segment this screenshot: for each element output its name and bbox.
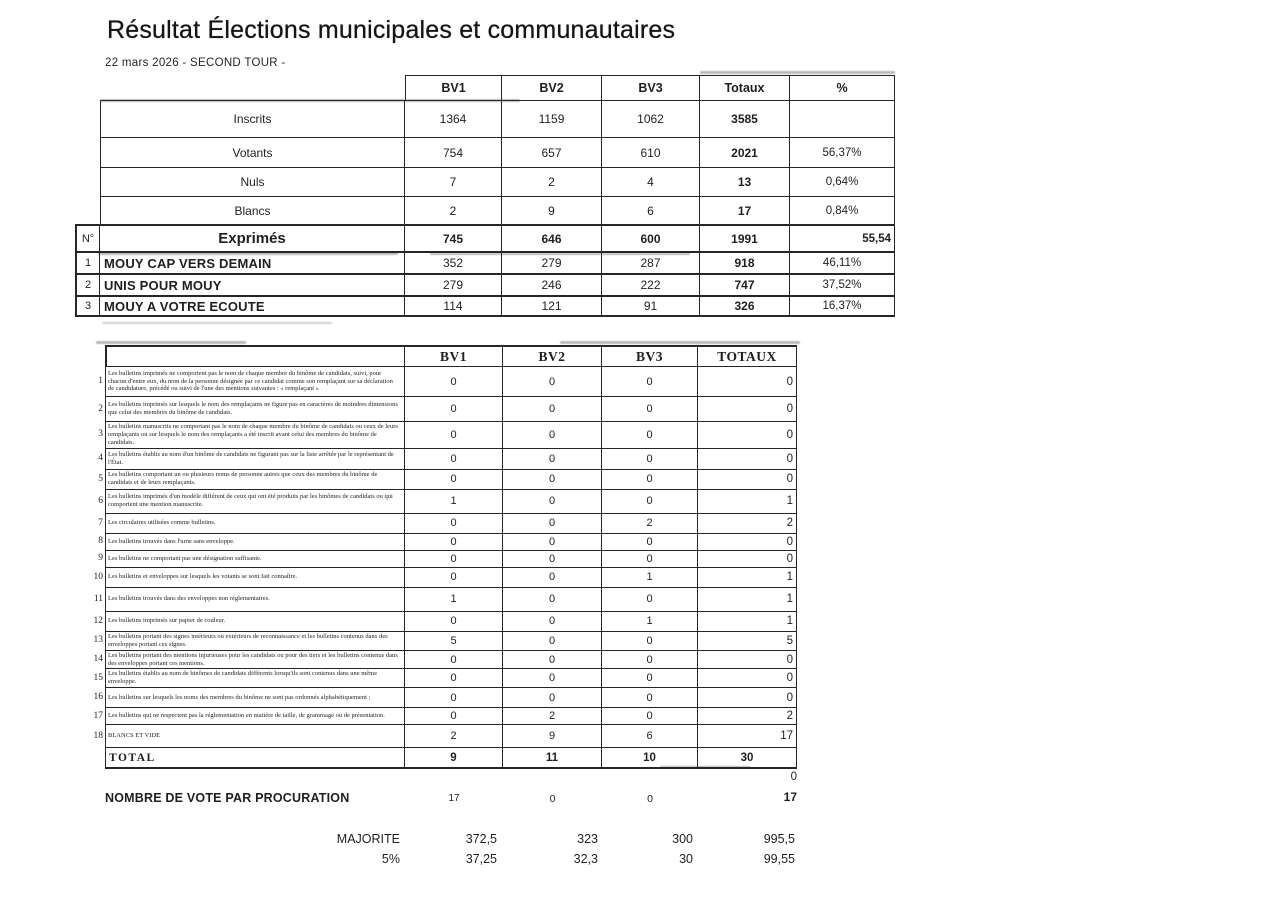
bv2-value: 0 [503, 611, 602, 631]
five-percent-total-value: 99,55 [763, 852, 795, 866]
bv2-value: 0 [503, 366, 602, 396]
total-value: 2 [698, 707, 797, 724]
bv3-value: 0 [602, 533, 698, 550]
procuration-bv1-value: 17 [448, 793, 460, 804]
bv2-value: 0 [503, 421, 602, 448]
candidate-number: 3 [75, 295, 100, 317]
total-value: 2 [698, 513, 797, 533]
bv3-value: 0 [602, 550, 698, 567]
total-value: 0 [698, 469, 797, 489]
bv1-value: 9 [405, 747, 503, 769]
total-value: 3585 [700, 100, 790, 137]
bv3-value: 0 [602, 687, 698, 707]
bv3-value: 0 [602, 650, 698, 669]
bv2-value: 0 [503, 668, 602, 687]
majorite-label: MAJORITE [336, 832, 400, 846]
bv3-value: 222 [602, 273, 700, 295]
total-value: 747 [700, 273, 790, 295]
row-number: 15 [93, 672, 103, 683]
bv2-value: 1159 [502, 100, 602, 137]
bv2-value: 0 [503, 533, 602, 550]
bv2-value: 0 [503, 650, 602, 669]
bv3-value: 0 [602, 469, 698, 489]
scan-artifact [430, 253, 690, 255]
row-number: 12 [93, 615, 103, 626]
bv3-value: 91 [602, 295, 700, 317]
row-description: Les bulletins trouvés dans des enveloppes non réglementaires. [105, 587, 405, 611]
procuration-label: NOMBRE DE VOTE PAR PROCURATION [105, 791, 350, 805]
bv2-value: 0 [503, 631, 602, 650]
nuls-table [93, 345, 797, 769]
pct-value: 56,37% [790, 137, 895, 167]
bv2-value: 279 [502, 251, 602, 273]
procuration-bv3-value: 0 [647, 793, 653, 805]
bv2-value: 9 [502, 196, 602, 224]
total-value: 0 [698, 421, 797, 448]
total-value: 1 [698, 489, 797, 513]
bv2-value: 246 [502, 273, 602, 295]
row-description: Les circulaires utilisées comme bulletins. [105, 513, 405, 533]
bv2-value: 0 [503, 469, 602, 489]
total-value: 17 [698, 724, 797, 747]
bv3-value: 0 [602, 396, 698, 421]
total-value: 918 [700, 251, 790, 273]
bv1-value: 0 [405, 421, 503, 448]
row-number: 9 [98, 553, 103, 564]
scan-artifact [98, 252, 398, 255]
bv1-value: 0 [405, 448, 503, 469]
pct-value: 46,11% [790, 251, 895, 273]
page-subtitle: 22 mars 2026 - SECOND TOUR - [105, 57, 286, 69]
total-value: 1991 [700, 224, 790, 251]
row-description: Les bulletins portant des signes intérieurs ou extérieurs de reconnaissance et les bulletins contenus dans des enveloppes portant ces signes. [105, 631, 405, 650]
bv1-value: 0 [405, 567, 503, 587]
num-column-header: N° [75, 224, 100, 251]
candidate-name: MOUY CAP VERS DEMAIN [100, 251, 405, 273]
bv3-value: 0 [602, 448, 698, 469]
total-value: 0 [698, 366, 797, 396]
spacer-cell [93, 345, 105, 366]
page-title: Résultat Élections municipales et communautaires [107, 16, 676, 44]
total-label: TOTAL [105, 747, 405, 769]
col-header-pct: % [790, 75, 895, 100]
row-label: Votants [100, 137, 405, 167]
bv1-value: 1364 [405, 100, 502, 137]
bv3-value: 10 [602, 747, 698, 769]
row-number: 4 [98, 453, 103, 464]
bv3-value: 0 [602, 668, 698, 687]
bv3-value: 600 [602, 224, 700, 251]
row-number: 10 [93, 571, 103, 582]
row-number: 11 [93, 593, 103, 604]
row-description: Les bulletins qui ne respectent pas la réglementation en matière de taille, de grammage ou de présentation. [105, 707, 405, 724]
total-value: 0 [698, 533, 797, 550]
bv1-value: 2 [405, 196, 502, 224]
bv1-value: 0 [405, 469, 503, 489]
row-number: 1 [98, 376, 103, 386]
row-number: 8 [98, 536, 103, 547]
row-label: Blancs [100, 196, 405, 224]
candidate-name: MOUY A VOTRE ECOUTE [100, 295, 405, 317]
total-value: 0 [698, 668, 797, 687]
row-label: Inscrits [100, 100, 405, 137]
total-value: 17 [700, 196, 790, 224]
candidate-number: 1 [75, 251, 100, 273]
procuration-total-value: 17 [783, 790, 797, 804]
col-header-bv3: BV3 [602, 75, 700, 100]
bv1-value: 0 [405, 366, 503, 396]
row-number: 14 [93, 654, 103, 665]
bv3-value: 0 [602, 587, 698, 611]
bv2-value: 0 [503, 550, 602, 567]
candidate-name: UNIS POUR MOUY [100, 273, 405, 295]
bv2-value: 0 [503, 513, 602, 533]
bv1-value: 0 [405, 611, 503, 631]
scan-artifact [96, 341, 246, 344]
pct-value: 0,84% [790, 196, 895, 224]
bv2-value: 0 [503, 489, 602, 513]
bv2-value: 0 [503, 687, 602, 707]
bv3-value: 1062 [602, 100, 700, 137]
total-value: 1 [698, 567, 797, 587]
col-header-bv2: BV2 [502, 75, 602, 100]
row-number: 17 [93, 710, 103, 721]
stray-zero-value: 0 [790, 771, 797, 783]
bv2-value: 0 [503, 396, 602, 421]
bv3-value: 1 [602, 611, 698, 631]
bv1-value: 7 [405, 167, 502, 196]
row-description: Les bulletins imprimés d'un modèle différent de ceux qui ont été produits par les binômes de candidats ou qui comportent une mention manuscrite. [105, 489, 405, 513]
row-description: Les bulletins manuscrits ne comportant pas le nom de chaque membre du binôme de candidats ou ceux de leurs remplaçants ou sur lesquels le nom des remplaçants a été inscrit avant celui des membres du binôme de candidats. [105, 421, 405, 448]
row-description: Les bulletins ne comportant pas une désignation suffisante. [105, 550, 405, 567]
total-value: 326 [700, 295, 790, 317]
bv1-value: 2 [405, 724, 503, 747]
majorite-bv3-value: 300 [672, 832, 693, 846]
row-description: Les bulletins sur lesquels les noms des membres du binôme ne sont pas ordonnés alphabétiquement ; [105, 687, 405, 707]
row-description: Les bulletins trouvés dans l'urne sans enveloppe. [105, 533, 405, 550]
bv3-value: 0 [602, 707, 698, 724]
spacer-cell [75, 100, 100, 137]
bv1-value: 0 [405, 668, 503, 687]
col-header-bv1: BV1 [405, 345, 503, 366]
row-number: 6 [98, 495, 103, 506]
bv1-value: 0 [405, 650, 503, 669]
procuration-bv2-value: 0 [549, 793, 556, 805]
row-number: 3 [98, 429, 103, 440]
bv2-value: 121 [502, 295, 602, 317]
row-description: Les bulletins imprimés sur papier de couleur. [105, 611, 405, 631]
pct-value: 0,64% [790, 167, 895, 196]
bv1-value: 1 [405, 489, 503, 513]
bv2-value: 2 [502, 167, 602, 196]
bv2-value: 0 [503, 567, 602, 587]
bv1-value: 1 [405, 587, 503, 611]
total-value: 2021 [700, 137, 790, 167]
bv2-value: 0 [503, 587, 602, 611]
bv3-value: 610 [602, 137, 700, 167]
bv3-value: 2 [602, 513, 698, 533]
bv3-value: 287 [602, 251, 700, 273]
spacer-cell [75, 167, 100, 196]
total-value: 1 [698, 611, 797, 631]
bv3-value: 0 [602, 631, 698, 650]
majorite-bv1-value: 372,5 [465, 832, 497, 846]
bv1-value: 745 [405, 224, 502, 251]
col-header-totaux: Totaux [700, 75, 790, 100]
spacer-cell [75, 196, 100, 224]
row-number: 16 [93, 692, 103, 703]
bv3-value: 0 [602, 489, 698, 513]
scan-artifact [102, 322, 332, 324]
row-description: Les bulletins établis au nom de binômes de candidats différents lorsqu'ils sont contenus dans une même enveloppe. [105, 668, 405, 687]
pct-value: 16,37% [790, 295, 895, 317]
bv2-value: 0 [503, 448, 602, 469]
bv1-value: 0 [405, 707, 503, 724]
total-value: 1 [698, 587, 797, 611]
bv2-value: 646 [502, 224, 602, 251]
bv2-value: 11 [503, 747, 602, 769]
description-header-cell [105, 345, 405, 366]
bv1-value: 114 [405, 295, 502, 317]
row-description: Les bulletins établis au nom d'un binôme de candidats ne figurant pas sur la liste arrêtée par le représentant de l'État. [105, 448, 405, 469]
row-description: Les bulletins portant des mentions injurieuses pour les candidats ou pour des tiers et les bulletins contenus dans des enveloppes portant ces mentions. [105, 650, 405, 669]
total-value: 0 [698, 650, 797, 669]
row-description: Les bulletins comportant un ou plusieurs noms de personne autres que ceux des membres du binôme de candidats et de leurs remplaçants. [105, 469, 405, 489]
spacer-cell [75, 75, 100, 100]
col-header-bv2: BV2 [503, 345, 602, 366]
bv3-value: 6 [602, 724, 698, 747]
total-value: 30 [698, 747, 797, 769]
bv3-value: 1 [602, 567, 698, 587]
total-value: 13 [700, 167, 790, 196]
row-number: 7 [98, 517, 103, 528]
scan-artifact [700, 71, 895, 74]
bv1-value: 754 [405, 137, 502, 167]
pct-value [790, 100, 895, 137]
majorite-total-value: 995,5 [763, 832, 795, 846]
bv2-value: 657 [502, 137, 602, 167]
bv3-value: 4 [602, 167, 700, 196]
row-number: 18 [93, 730, 103, 741]
summary-table [75, 75, 895, 317]
row-number: 5 [98, 473, 103, 484]
five-percent-bv3-value: 30 [679, 852, 693, 866]
bv2-value: 9 [503, 724, 602, 747]
bv3-value: 0 [602, 366, 698, 396]
pct-value: 37,52% [790, 273, 895, 295]
scan-artifact [100, 99, 520, 102]
total-value: 0 [698, 687, 797, 707]
five-percent-label: 5% [381, 852, 400, 866]
row-label: Nuls [100, 167, 405, 196]
bv2-value: 2 [503, 707, 602, 724]
row-number: 2 [98, 403, 103, 414]
spacer-cell [75, 137, 100, 167]
total-value: 5 [698, 631, 797, 650]
spacer-cell [100, 75, 405, 100]
pct-value: 55,54 [790, 224, 895, 251]
five-percent-bv2-value: 32,3 [573, 852, 598, 866]
total-value: 0 [698, 396, 797, 421]
row-label: Exprimés [100, 224, 405, 251]
total-value: 0 [698, 550, 797, 567]
bv1-value: 0 [405, 513, 503, 533]
total-value: 0 [698, 448, 797, 469]
col-header-bv1: BV1 [405, 75, 502, 100]
col-header-totaux: TOTAUX [698, 345, 797, 366]
bv3-value: 6 [602, 196, 700, 224]
bv1-value: 0 [405, 687, 503, 707]
row-description: Les bulletins et enveloppes sur lesquels les votants se sont fait connaître. [105, 567, 405, 587]
scan-artifact [660, 766, 750, 768]
bv1-value: 0 [405, 533, 503, 550]
row-description: Les bulletins imprimés ne comportent pas le nom de chaque membre du binôme de candidats, suivi, pour chacun d'entre eux, du nom de la personne désignée par ce candidat comme son remplaçant sur sa déclaration de candidature, précédé ou suivi de l'une des mentions suivantes : « remplaçant » [105, 366, 405, 396]
col-header-bv3: BV3 [602, 345, 698, 366]
scan-artifact [560, 341, 800, 344]
five-percent-bv1-value: 37,25 [465, 852, 497, 866]
bv1-value: 352 [405, 251, 502, 273]
row-description: Les bulletins imprimés sur lesquels le nom des remplaçants ne figure pas en caractères de moindres dimensions que celui des membres du binôme de candidats. [105, 396, 405, 421]
row-number: 13 [93, 635, 103, 646]
spacer-cell [93, 747, 105, 769]
majorite-bv2-value: 323 [577, 832, 598, 846]
bv1-value: 279 [405, 273, 502, 295]
bv1-value: 0 [405, 396, 503, 421]
bv1-value: 0 [405, 550, 503, 567]
bv3-value: 0 [602, 421, 698, 448]
bv1-value: 5 [405, 631, 503, 650]
candidate-number: 2 [75, 273, 100, 295]
row-description: BLANCS ET VIDE [105, 724, 405, 747]
